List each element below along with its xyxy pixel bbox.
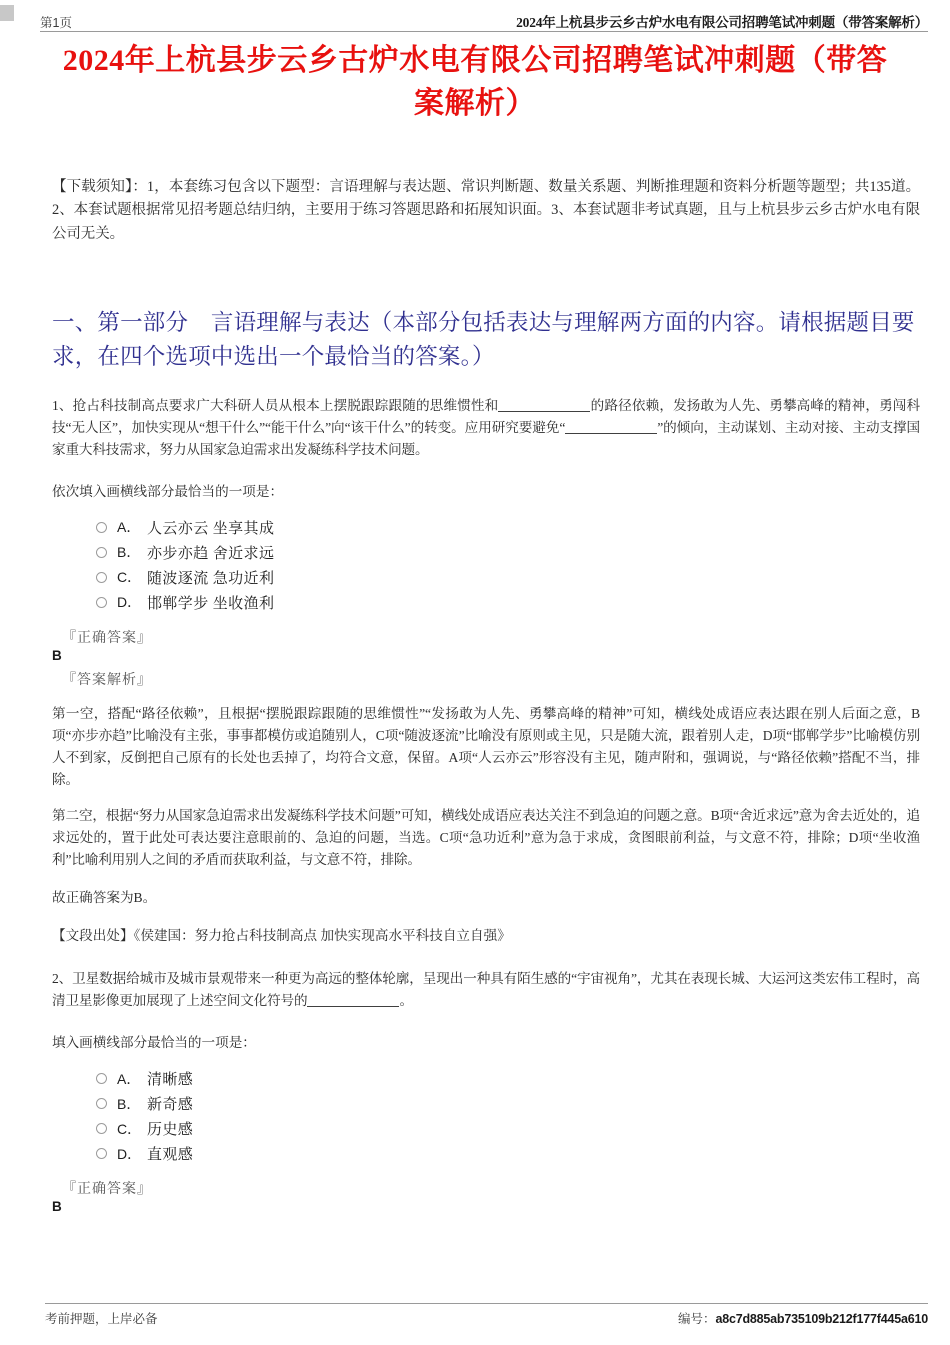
question-1-answer-value: B: [52, 647, 62, 663]
question-1-option-d[interactable]: [96, 590, 920, 615]
question-1-source: 【文段出处】《侯建国：努力抢占科技制高点 加快实现高水平科技自立自强》: [52, 927, 511, 943]
option-letter: B．: [117, 1095, 141, 1112]
option-text: 清晰感: [147, 1072, 194, 1089]
option-text: 直观感: [147, 1147, 194, 1164]
radio-icon[interactable]: [96, 572, 107, 583]
option-letter: A．: [117, 1070, 141, 1087]
question-2-stem-part2: 。: [399, 993, 413, 1009]
section-heading-part-one: 一、第一部分 言语理解与表达（本部分包括表达与理解两方面的内容。请根据题目要求，在四个选项中选出一个最恰当的答案。）: [52, 310, 915, 369]
page-footer: [45, 1303, 928, 1327]
question-2-answer-label: 『正确答案』: [62, 1182, 152, 1198]
question-1-blank-2: [565, 433, 657, 434]
question-1-stem: [52, 395, 920, 461]
question-2-answer-value: B: [52, 1199, 62, 1215]
question-1-option-b[interactable]: [96, 540, 920, 565]
question-2-prompt: 填入画横线部分最恰当的一项是：: [52, 1035, 256, 1051]
question-2-blank-1: [307, 1006, 399, 1007]
question-2-stem-part1: 2、卫星数据给城市及城市景观带来一种更为高远的整体轮廓，呈现出一种具有陌生感的“宇宙视角”，尤其在表现长城、大运河这类宏伟工程时，高清卫星影像更加展现了上述空间文化符号的: [52, 971, 920, 1009]
page-title: 2024年上杭县步云乡古炉水电有限公司招聘笔试冲刺题（带答案解析）: [62, 44, 888, 120]
footer-code-group: [678, 1309, 928, 1327]
page-header: [40, 8, 928, 32]
question-2-stem: [52, 968, 920, 1012]
header-running-title: 2024年上杭县步云乡古炉水电有限公司招聘笔试冲刺题（带答案解析）: [516, 14, 928, 30]
question-1-conclusion: 故正确答案为B。: [52, 889, 157, 905]
question-block-1: [52, 395, 920, 946]
corner-marker: [0, 5, 14, 21]
option-letter: A．: [117, 519, 141, 536]
question-1-answer-label: 『正确答案』: [62, 630, 152, 646]
question-1-options: [96, 515, 920, 615]
question-2-option-b[interactable]: [96, 1091, 920, 1116]
download-notice: 【下载须知】：1，本套练习包含以下题型：言语理解与表达题、常识判断题、数量关系题、判断推理题和资料分析题等题型；共135道。2、本套试题根据常见招考题总结归纳，主要用于练习答题思路和拓展知识面。3、本套试题非考试真题，且与上杭县步云乡古炉水电有限公司无关。: [52, 179, 920, 242]
question-1-prompt: 依次填入画横线部分最恰当的一项是：: [52, 484, 284, 500]
question-1-option-a[interactable]: [96, 515, 920, 540]
radio-icon[interactable]: [96, 1098, 107, 1109]
page-number-label: 第1页: [40, 15, 72, 30]
radio-icon[interactable]: [96, 522, 107, 533]
question-1-explanation-label: 『答案解析』: [62, 672, 152, 688]
option-text: 亦步亦趋 舍近求远: [147, 545, 275, 562]
radio-icon[interactable]: [96, 1073, 107, 1084]
option-letter: C．: [117, 569, 142, 586]
question-1-blank-1: [498, 411, 590, 412]
radio-icon[interactable]: [96, 547, 107, 558]
option-letter: D．: [117, 1145, 142, 1162]
option-text: 邯郸学步 坐收渔利: [147, 595, 275, 612]
question-1-stem-part3: ”的倾向，主动谋划、主动对接、主动支撑国家重大科技需求，努力从国家急迫需求出发凝练科学技术问题。: [52, 420, 920, 458]
footer-code-label: 编号：: [677, 1312, 716, 1326]
question-2-option-a[interactable]: [96, 1066, 920, 1091]
option-text: 人云亦云 坐享其成: [147, 520, 275, 537]
question-2-options: [96, 1066, 920, 1166]
question-block-2: [52, 968, 920, 1214]
question-2-option-c[interactable]: [96, 1116, 920, 1141]
option-text: 新奇感: [147, 1097, 194, 1114]
option-text: 随波逐流 急功近利: [147, 570, 275, 587]
question-1-stem-part1: 1、抢占科技制高点要求广大科研人员从根本上摆脱跟踪跟随的思维惯性和: [52, 398, 499, 414]
option-letter: B．: [117, 544, 141, 561]
option-text: 历史感: [147, 1122, 194, 1139]
question-1-stem-part2: 的路径依赖，发扬敢为人先、勇攀高峰的精神，勇闯科技“无人区”，加快实现从“想干什么”“能干什么”向“该干什么”的转变。应用研究要避免“: [52, 398, 920, 436]
footer-code-value: a8c7d885ab735109b212f177f445a610: [715, 1312, 928, 1326]
radio-icon[interactable]: [96, 1123, 107, 1134]
question-2-option-d[interactable]: [96, 1141, 920, 1166]
question-1-explanation-paragraph-1: 第一空，搭配“路径依赖”，且根据“摆脱跟踪跟随的思维惯性”“发扬敢为人先、勇攀高峰的精神”可知，横线处成语应表达跟在别人后面之意，B项“亦步亦趋”比喻没有主张，事事都模仿或追随别人，C项“随波逐流”比喻没有原则或主见，只是随大流，跟着别人走，D项“邯郸学步”比喻模仿别人不到家，反倒把自己原有的长处也丢掉了，均符合文意，保留。A项“人云亦云”形容没有主见，随声附和，强调说，与“路径依赖”搭配不当，排除。: [52, 705, 921, 787]
document-body: [52, 176, 920, 1214]
radio-icon[interactable]: [96, 597, 107, 608]
footer-slogan: 考前押题，上岸必备: [45, 1312, 158, 1326]
option-letter: D．: [117, 594, 142, 611]
question-1-explanation-paragraph-2: 第二空，根据“努力从国家急迫需求出发凝练科学技术问题”可知，横线处成语应表达关注不到急迫的问题之意。B项“舍近求远”意为舍去近处的，追求远处的，置于此处可表达要注意眼前的、急迫的问题，当选。C项“急功近利”意为急于求成，贪图眼前利益，与文意不符，排除；D项“坐收渔利”比喻利用别人之间的矛盾而获取利益，与文意不符，排除。: [52, 807, 920, 867]
option-letter: C．: [117, 1120, 142, 1137]
radio-icon[interactable]: [96, 1148, 107, 1159]
question-1-option-c[interactable]: [96, 565, 920, 590]
